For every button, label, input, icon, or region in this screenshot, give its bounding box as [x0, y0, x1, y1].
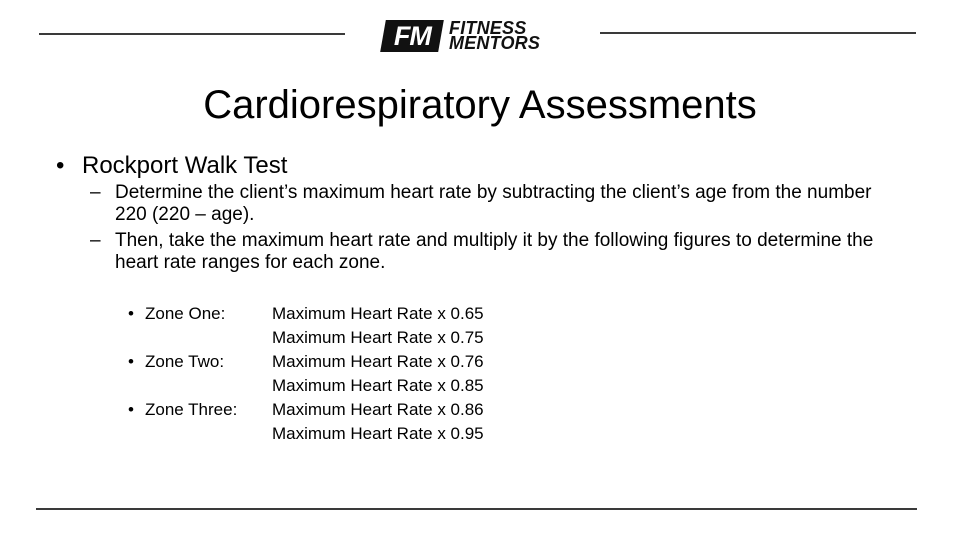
zone-value: Maximum Heart Rate x 0.86 — [272, 400, 484, 419]
zone-value: Maximum Heart Rate x 0.95 — [272, 424, 484, 443]
dash-symbol: – — [90, 230, 101, 251]
zone-name: Zone Three: — [145, 400, 238, 419]
zone-row — [128, 374, 484, 398]
slide-title: Cardiorespiratory Assessments — [203, 83, 757, 127]
zone-value: Maximum Heart Rate x 0.85 — [272, 376, 484, 395]
zone-row — [128, 350, 484, 374]
zone-value: Maximum Heart Rate x 0.65 — [272, 304, 484, 323]
footer-divider — [36, 508, 917, 510]
zone-row — [128, 326, 484, 350]
logo-mark — [380, 20, 444, 52]
zone-name: Zone One: — [145, 304, 226, 323]
zone-value: Maximum Heart Rate x 0.76 — [272, 352, 484, 371]
zone-row — [128, 398, 484, 422]
bullet-symbol: • — [128, 352, 134, 371]
sub-point — [90, 182, 895, 226]
zone-value: Maximum Heart Rate x 0.75 — [272, 328, 484, 347]
main-bullet-text: Rockport Walk Test — [82, 152, 288, 179]
logo-mark-text: FM — [393, 20, 431, 51]
dash-symbol: – — [90, 182, 101, 203]
logo-wordmark — [449, 18, 541, 53]
header-divider-left — [39, 33, 345, 35]
zone-name: Zone Two: — [145, 352, 225, 371]
bullet-symbol: • — [128, 400, 134, 419]
zone-row — [128, 302, 484, 326]
sub-point-text: Determine the client’s maximum heart rate by subtracting the client’s age from the number 220 (220 – age). — [115, 182, 872, 225]
logo-line-1: FITNESS — [449, 18, 527, 38]
brand-logo — [383, 19, 540, 53]
header-divider-right — [600, 32, 916, 34]
bullet-symbol: • — [56, 152, 65, 179]
sub-point — [90, 230, 895, 274]
sub-point-text: Then, take the maximum heart rate and multiply it by the following figures to determine the heart rate ranges for each zone. — [115, 230, 874, 273]
zone-row — [128, 422, 484, 446]
zone-list — [128, 302, 484, 446]
logo-line-2: MENTORS — [449, 33, 541, 53]
main-bullet — [56, 152, 287, 180]
bullet-symbol: • — [128, 304, 134, 323]
